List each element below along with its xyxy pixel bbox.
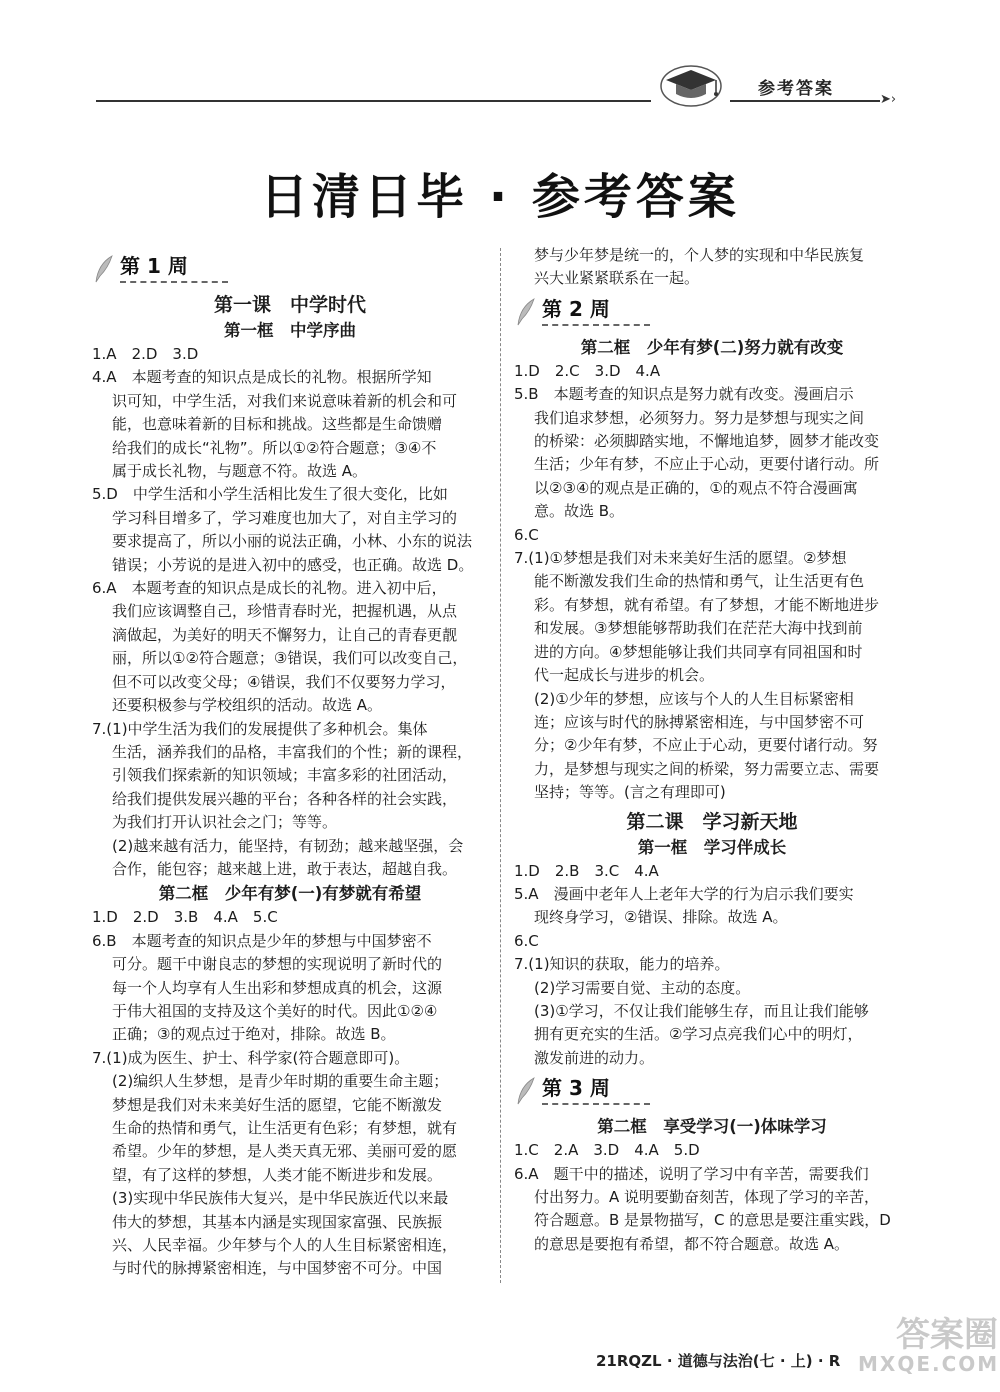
answer-line: 6.C [514, 525, 539, 544]
answer-line: (2)学习需要自觉、主动的态度。 [534, 978, 751, 997]
week-heading: 第 1 周 [92, 252, 488, 286]
answer-line: 学习科目增多了，学习难度也加大了，对自主学习的 [112, 508, 458, 527]
answer-line: 付出努力。A 说明要勤奋刻苦，体现了学习的辛苦， [534, 1188, 880, 1206]
answer-line: 引领我们探索新的知识领域；丰富多彩的社团活动， [112, 766, 458, 785]
answer-line: 5.D 中学生活和小学生活相比发生了很大变化，比如 [92, 485, 448, 504]
answer-line: 识可知，中学生活，对我们来说意味着新的机会和可 [112, 391, 458, 410]
answer-line: 拥有更充实的生活。②学习点亮我们心中的明灯， [534, 1025, 863, 1044]
answer-line: 和发展。③梦想能够帮助我们在茫茫大海中找到前 [534, 619, 863, 638]
answer-line: 生命的热情和勇气，让生活更有色彩；有梦想，就有 [112, 1119, 458, 1137]
answer-line: 生活，涵养我们的品格，丰富我们的个性；新的课程， [112, 742, 473, 761]
feather-icon [92, 254, 116, 284]
answer-line: 于伟大祖国的支持及这个美好的时代。因此①②④ [112, 1001, 438, 1020]
answer-line: (2)编织人生梦想，是青少年时期的重要生命主题； [112, 1072, 449, 1091]
week-heading: 第 3 周 [514, 1074, 910, 1108]
answer-line: 兴、人民幸福。少年梦与个人的人生目标紧密相连， [112, 1236, 458, 1255]
answer-line: (2)①少年的梦想，应该与个人的人生目标紧密相 [534, 689, 854, 708]
feather-icon [514, 297, 538, 327]
answer-line: 为我们打开认识社会之门；等等。 [112, 813, 338, 832]
answer-line: 给我们提供发展兴趣的平台；各种各样的社会实践， [112, 789, 458, 808]
answer-line: 生活；少年有梦，不应止于心动，更要付诸行动。所 [534, 455, 880, 474]
answer-line: 6.C [514, 931, 539, 950]
answer-line: 7.(1)中学生活为我们的发展提供了多种机会。集体 [92, 719, 428, 738]
watermark-url: MXQE.COM [858, 1352, 1000, 1376]
answer-line: 坚持；等等。(言之有理即可) [534, 783, 726, 802]
answer-line: (3)实现中华民族伟大复兴，是中华民族近代以来最 [112, 1189, 449, 1208]
answer-line: 进的方向。④梦想能够让我们共同享有同祖国和时 [534, 642, 863, 661]
answer-line: 滴做起，为美好的明天不懈努力，让自己的青春更靓 [112, 625, 458, 644]
answer-line: 6.B 本题考查的知识点是少年的梦想与中国梦密不 [92, 931, 432, 950]
answer-line: 能不断激发我们生命的热情和勇气，让生活更有色 [534, 572, 865, 591]
answer-line: 给我们的成长“礼物”。所以①②符合题意；③④不 [112, 438, 437, 457]
answer-line: 代一起成长与进步的机会。 [534, 666, 715, 685]
left-column [92, 248, 488, 1281]
header-arrow-icon: ➤› [880, 92, 897, 107]
answer-line: 1.D 2.C 3.D 4.A [514, 361, 661, 380]
answer-line: 以②③④的观点是正确的，①的观点不符合漫画寓 [534, 478, 858, 497]
right-column [514, 244, 910, 1256]
answer-line: 属于成长礼物，与题意不符。故选 A。 [112, 462, 368, 481]
answer-line: 梦与少年梦是统一的，个人梦的实现和中华民族复 [534, 246, 865, 264]
answer-line: 1.C 2.A 3.D 4.A 5.D [514, 1141, 700, 1160]
answer-line: 还要积极参与学校组织的活动。故选 A。 [112, 696, 383, 715]
answer-line: 6.A 题干中的描述，说明了学习中有辛苦，需要我们 [514, 1164, 869, 1183]
answer-line: 1.A 2.D 3.D [92, 345, 199, 363]
answer-line: 正确；③的观点过于绝对，排除。故选 B。 [112, 1025, 396, 1044]
column-divider [500, 248, 501, 1283]
answer-line: 望，有了这样的梦想，人类才能不断进步和发展。 [112, 1165, 443, 1184]
page-footer: 21RQZL · 道德与法治(七 · 上) · R [596, 1352, 841, 1370]
lesson-title: 第二课 学习新天地 [626, 810, 798, 833]
answer-line: 意。故选 B。 [534, 502, 625, 521]
answer-line: 现终身学习，②错误、排除。故选 A。 [534, 908, 788, 927]
page-title: 日清日毕 · 参考答案 [260, 169, 740, 225]
header-rule-right [730, 100, 880, 102]
answer-line: (2)越来越有活力，能坚持，有韧劲；越来越坚强，会 [112, 836, 464, 855]
answer-line: 我们应该调整自己，珍惜青春时光，把握机遇，从点 [112, 602, 458, 621]
answer-line: 要求提高了，所以小丽的说法正确，小林、小东的说法 [112, 532, 473, 551]
answer-line: 的意思是要抱有希望，都不符合题意。故选 A。 [534, 1234, 850, 1253]
answer-line: 1.D 2.D 3.B 4.A 5.C [92, 908, 278, 927]
answer-line: 每一个人均享有人生出彩和梦想成真的机会，这源 [112, 978, 443, 997]
answer-line: 与时代的脉搏紧密相连，与中国梦密不可分。中国 [112, 1259, 443, 1278]
answer-line: 4.A 本题考查的知识点是成长的礼物。根据所学知 [92, 368, 432, 387]
answer-line: 希望。少年的梦想，是人类天真无邪、美丽可爱的愿 [112, 1142, 458, 1161]
answer-line: 7.(1)成为医生、护士、科学家(符合题意即可)。 [92, 1048, 410, 1067]
feather-icon [514, 1076, 538, 1106]
answer-line: 可分。题干中谢良志的梦想的实现说明了新时代的 [112, 955, 443, 974]
answer-line: 伟大的梦想，其基本内涵是实现国家富强、民族振 [112, 1212, 443, 1231]
lesson-title: 第一课 中学时代 [213, 294, 366, 316]
section-title: 第二框 少年有梦(一)有梦就有希望 [158, 884, 422, 904]
answer-line: 符合题意。B 是景物描写，C 的意思是要注重实践，D [534, 1211, 891, 1230]
answer-line: 力，是梦想与现实之间的桥梁，努力需要立志、需要 [534, 759, 880, 778]
answer-line: 我们追求梦想，必须努力。努力是梦想与现实之间 [534, 408, 865, 427]
section-title: 第二框 享受学习(一)体味学习 [597, 1117, 827, 1137]
answer-line: 的桥梁：必须脚踏实地，不懈地追梦，圆梦才能改变 [534, 432, 880, 451]
answer-line: 能，也意味着新的目标和挑战。这些都是生命馈赠 [112, 415, 443, 434]
answer-line: 5.B 本题考查的知识点是努力就有改变。漫画启示 [514, 385, 854, 404]
answer-line: 兴大业紧紧联系在一起。 [534, 269, 700, 288]
header-rule-left [96, 100, 651, 102]
answer-line: 激发前进的动力。 [534, 1048, 655, 1067]
header-label: 参考答案 [758, 79, 834, 99]
answer-line: 连；应该与时代的脉搏紧密相连，与中国梦密不可 [534, 712, 865, 731]
watermark-logo [858, 1315, 1000, 1388]
answer-line: (3)①学习，不仅让我们能够生存，而且让我们能够 [534, 1001, 869, 1020]
answer-line: 6.A 本题考查的知识点是成长的礼物。进入初中后， [92, 579, 447, 598]
section-title: 第二框 少年有梦(二)努力就有改变 [580, 337, 844, 357]
answer-line: 1.D 2.B 3.C 4.A [514, 861, 659, 880]
answer-line: 7.(1)知识的获取，能力的培养。 [514, 955, 730, 974]
section-title: 第一框 中学序曲 [224, 321, 356, 340]
answer-line: 5.A 漫画中老年人上老年大学的行为启示我们要实 [514, 884, 854, 903]
week-heading: 第 2 周 [514, 295, 910, 329]
answer-line: 彩。有梦想，就有希望。有了梦想，才能不断地进步 [534, 595, 880, 614]
answer-line: 丽，所以①②符合题意；③错误，我们可以改变自己， [112, 649, 468, 668]
answer-line: 7.(1)①梦想是我们对未来美好生活的愿望。②梦想 [514, 549, 847, 568]
answer-line: 错误；小芳说的是进入初中的感受，也正确。故选 D。 [112, 555, 474, 574]
section-title: 第一框 学习伴成长 [637, 837, 787, 857]
graduation-cap-logo-icon [652, 56, 730, 112]
watermark-text: 答案圈 [896, 1315, 998, 1355]
answer-line: 梦想是我们对未来美好生活的愿望，它能不断激发 [112, 1095, 443, 1114]
answer-line: 分；②少年有梦，不应止于心动，更要付诸行动。努 [534, 736, 878, 755]
answer-line: 但不可以改变父母；④错误，我们不仅要努力学习， [112, 672, 456, 691]
answer-line: 合作，能包容；越来越上进，敢于表达，超越自我。 [112, 859, 458, 878]
